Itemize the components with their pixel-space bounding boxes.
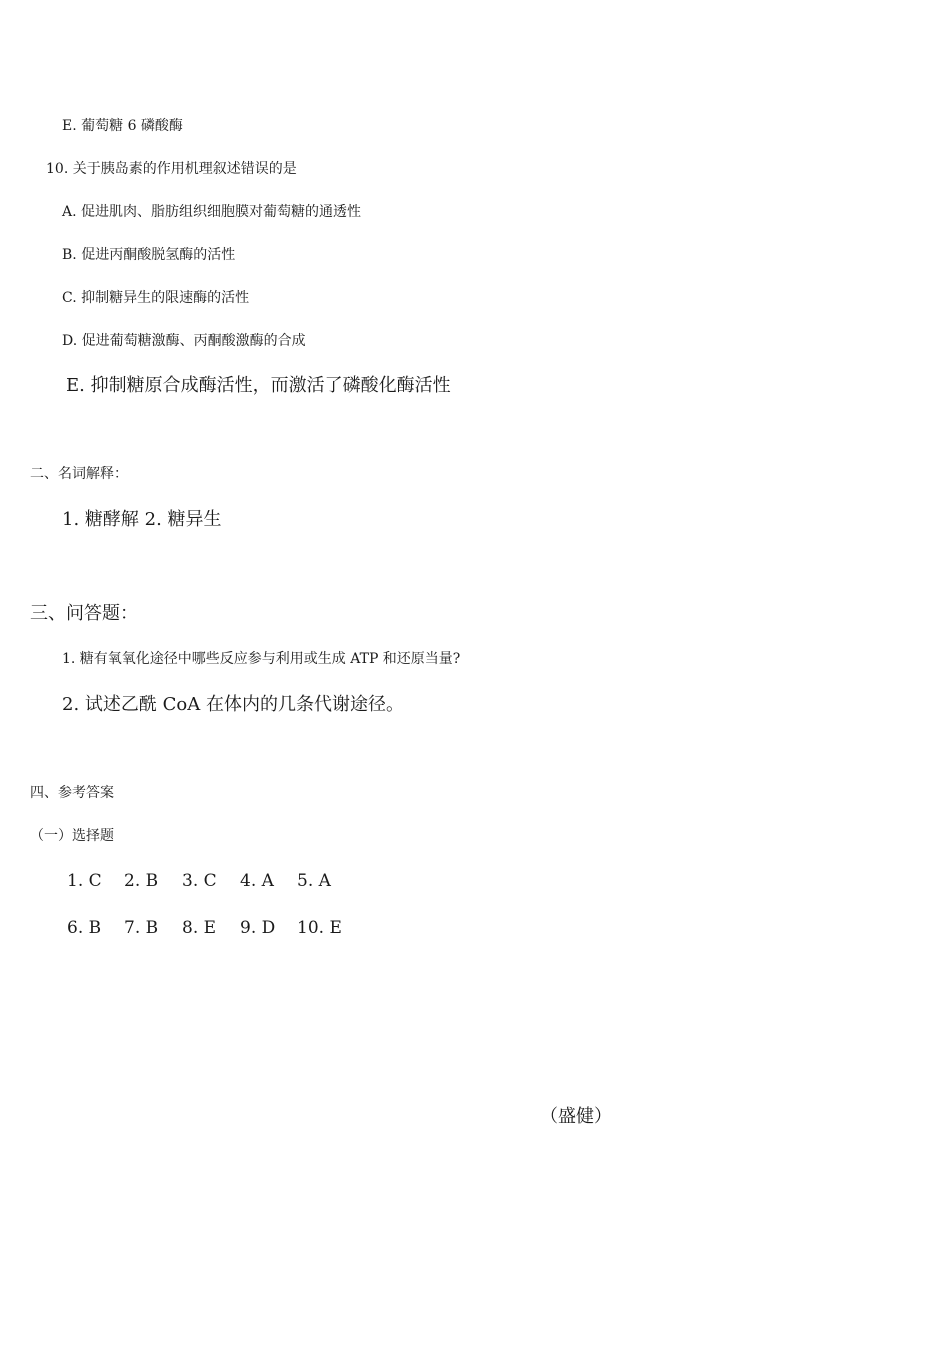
answer-row-1 [67,873,331,890]
answer-7: 7. B [124,918,159,938]
author-signature: （盛健） [540,1106,612,1127]
q10-option-e: E. 抑制糖原合成酶活性，而激活了磷酸化酶活性 [66,375,451,396]
answer-2: 2. B [124,871,159,891]
section3-question-2: 2. 试述乙酰 CoA 在体内的几条代谢途径。 [62,694,404,715]
q10-option-b: B. 促进丙酮酸脱氢酶的活性 [62,247,236,263]
answer-5: 5. A [297,871,331,891]
section4-heading: 四、参考答案 [30,785,114,801]
answer-row-2 [67,920,342,937]
section2-items: 1. 糖酵解 2. 糖异生 [62,509,222,530]
section4-subheading: （一）选择题 [30,828,114,844]
answer-3: 3. C [182,871,217,891]
q9-option-e: E. 葡萄糖 6 磷酸酶 [62,118,183,134]
answer-8: 8. E [182,918,217,938]
section2-heading: 二、名词解释： [30,466,128,482]
answer-1: 1. C [67,871,102,891]
answer-4: 4. A [240,871,274,891]
section3-question-1: 1. 糖有氧氧化途径中哪些反应参与利用或生成 ATP 和还原当量? [62,651,461,667]
q10-option-d: D. 促进葡萄糖激酶、丙酮酸激酶的合成 [62,333,306,349]
answer-6: 6. B [67,918,102,938]
q10-option-c: C. 抑制糖异生的限速酶的活性 [62,290,250,306]
q10-stem: 10. 关于胰岛素的作用机理叙述错误的是 [46,161,297,177]
answer-10: 10. E [297,918,342,938]
answer-9: 9. D [240,918,276,938]
section3-heading: 三、问答题： [30,603,138,624]
q10-option-a: A. 促进肌肉、脂肪组织细胞膜对葡萄糖的通透性 [62,204,362,220]
